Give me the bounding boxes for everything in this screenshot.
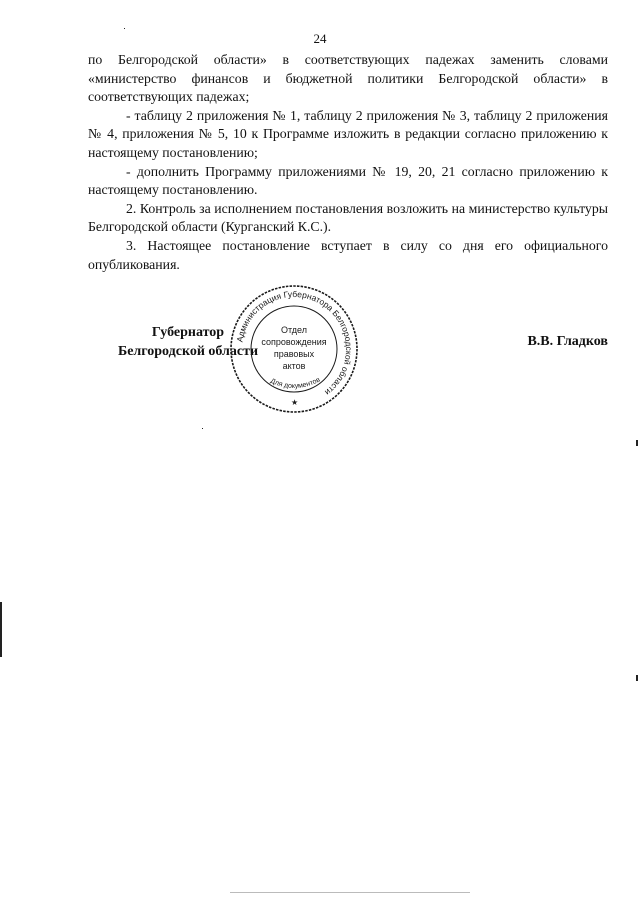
paragraph-effective: 3. Настоящее постановление вступает в силу со дня его официального опубликования. bbox=[88, 237, 608, 272]
scan-speck bbox=[636, 440, 638, 446]
paragraph-control: 2. Контроль за исполнением постановления возложить на министерство культуры Белгородской области (Курганский К.С.). bbox=[88, 200, 608, 235]
official-stamp bbox=[228, 283, 360, 415]
star-icon: ★ bbox=[291, 398, 299, 407]
paragraph-continuation: по Белгородской области» в соответствующих падежах заменить словами «министерство финансов и бюджетной политики Белгородской области» в соответствующих падежах; bbox=[88, 52, 608, 105]
signatory-region: Белгородской области bbox=[117, 344, 259, 359]
stamp-center-line-3: правовых bbox=[273, 349, 315, 359]
scan-edge-mark bbox=[0, 602, 2, 657]
stamp-bottom-text: Для документов bbox=[269, 376, 322, 391]
scan-speck bbox=[636, 675, 638, 681]
scan-speck bbox=[202, 428, 203, 429]
stamp-center-line-4: актов bbox=[282, 361, 306, 371]
document-body bbox=[88, 51, 608, 274]
signatory-title: Губернатор bbox=[151, 325, 225, 340]
scan-speck bbox=[124, 28, 125, 29]
stamp-center-line-1: Отдел bbox=[280, 325, 308, 335]
stamp-center-line-2: сопровождения bbox=[261, 337, 327, 347]
signatory-name: В.В. Гладков bbox=[527, 334, 608, 349]
stamp-outer-text: Администрация Губернатора Белгородской области bbox=[234, 288, 355, 398]
page-number: 24 bbox=[313, 31, 327, 46]
scan-noise-line bbox=[230, 892, 470, 893]
paragraph-tables: - таблицу 2 приложения № 1, таблицу 2 приложения № 3, таблицу 2 приложения № 4, приложения № 5, 10 к Программе изложить в редакции согласно приложению к настоящему постановлению; bbox=[88, 107, 608, 160]
paragraph-appendices: - дополнить Программу приложениями № 19, 20, 21 согласно приложению к настоящему постановлению. bbox=[88, 163, 608, 198]
